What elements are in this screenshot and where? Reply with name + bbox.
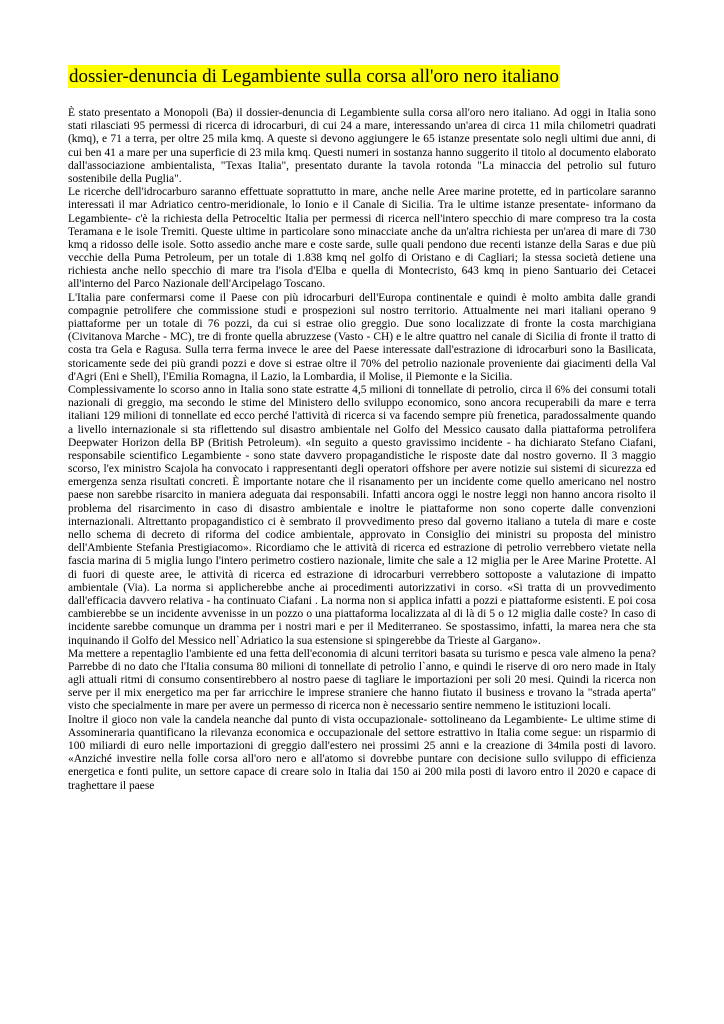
document-title: dossier-denuncia di Legambiente sulla corsa all'oro nero italiano <box>69 66 560 87</box>
article-body <box>68 107 656 793</box>
paragraph: È stato presentato a Monopoli (Ba) il dossier-denuncia di Legambiente sulla corsa all'oro nero italiano. Ad oggi in Italia sono stati rilasciati 95 permessi di ricerca di idrocarburi, di cui 24 a mare, interessando un'area di circa 11 mila chilometri quadrati (kmq), e 71 a terra, per oltre 25 mila kmq. A queste si devono aggiungere le 65 istanze presentate solo negli ultimi due anni, di cui ben 41 a mare per una superficie di 23 mila kmq. Questi numeri in sostanza hanno suggerito il titolo al documento elaborato dall'associazione ambientalista, "Texas Italia", presentato durante la tavola rotonda "La minaccia del petrolio sul futuro sostenibile della Puglia". <box>68 107 656 185</box>
paragraph: L'Italia pare confermarsi come il Paese con più idrocarburi dell'Europa continentale e quindi è molto ambita dalle grandi compagnie petrolifere che commissione studi e prospezioni sul nostro territorio. Attualmente nei mari italiani operano 9 piattaforme per un totale di 76 pozzi, da cui si estrae olio greggio. Due sono localizzate di fronte la costa marchigiana (Civitanova Marche - MC), tre di fronte quella abruzzese (Vasto - CH) e le altre quattro nel canale di Sicilia di fronte il tratto di costa tra Gela e Ragusa. Sulla terra ferma invece le aree del Paese interessate dall'estrazione di idrocarburi sono la Basilicata, storicamente sede dei più grandi pozzi e dove si estrae oltre il 70% del petrolio nazionale proveniente dai giacimenti della Val d'Agri (Eni e Shell), l'Emilia Romagna, il Lazio, la Lombardia, il Molise, il Piemonte e la Sicilia. <box>68 291 656 383</box>
paragraph: Ma mettere a repentaglio l'ambiente ed una fetta dell'economia di alcuni territori basata su turismo e pesca vale almeno la pena? Parrebbe di no dato che l'Italia consuma 80 milioni di tonnellate di petrolio l`anno, e quindi le riserve di oro nero made in Italy agli attuali ritmi di consumo consentirebbero al nostro paese di tagliare le importazioni per soli 20 mesi. Quindi la ricerca non serve per il mix energetico ma per far arricchire le imprese straniere che hanno fiutato il business e trovano la "strada aperta" visto che specialmente in mare per avere un permesso di ricerca non è necessario sentire nemmeno le istituzioni locali. <box>68 647 656 713</box>
paragraph: Complessivamente lo scorso anno in Italia sono state estratte 4,5 milioni di tonnellate di petrolio, circa il 6% dei consumi totali nazionali di greggio, ma secondo le stime del Ministero dello sviluppo economico, sono ancora recuperabili da mare e terra italiani 129 milioni di tonnellate ed ecco perché l'attività di ricerca si va facendo sempre più frenetica, paradossalmente quando a livello internazionale si sta riflettendo sul disastro ambientale nel Golfo del Messico causato dalla piattaforma petrolifera Deepwater Horizon della BP (British Petroleum). «In seguito a questo gravissimo incidente - ha dichiarato Stefano Ciafani, responsabile scientifico Legambiente - sono state davvero propagandistiche le risposte date dal nostro governo. Il 3 maggio scorso, l'ex ministro Scajola ha convocato i rappresentanti degli operatori offshore per avere notizie sui sistemi di sicurezza ed emergenza senza risultati concreti. È importante notare che il risanamento per un incidente come quello americano nel nostro paese non sarebbe risarcito in maniera adeguata dai responsabili. Infatti ancora oggi le nostre leggi non hanno ancora risolto il problema del risarcimento in caso di disastro ambientale e inoltre le piattaforme non sono coperte dalle convenzioni internazionali. Altrettanto propagandistico ci è sembrato il provvedimento preso dal governo italiano a tutela di mare e coste nello schema di decreto di riforma del codice ambientale, approvato in Consiglio dei ministri su proposta del ministro dell'Ambiente Stefania Prestigiacomo». Ricordiamo che le attività di ricerca ed estrazione di petrolio verrebbero vietate nella fascia marina di 5 miglia lungo l'intero perimetro costiero nazionale, limite che sale a 12 miglia per le Aree Marine Protette. Al di fuori di queste aree, le attività di ricerca ed estrazione di idrocarburi verrebbero sottoposte a valutazione di impatto ambientale (Via). La norma si applicherebbe anche ai procedimenti autorizzativi in corso. «Si tratta di un provvedimento dall'efficacia davvero relativa - ha continuato Ciafani . La norma non si applica infatti a pozzi e piattaforme esistenti. E poi cosa cambierebbe se un incidente avvenisse in un pozzo o una piattaforma localizzata al di là di 5 o 12 miglia dalle coste? In caso di incidente sarebbe comunque un dramma per i nostri mari e per il Mediterraneo. Se spostassimo, infatti, la marea nera che sta inquinando il Golfo del Messico nell`Adriatico la sua estensione si spingerebbe da Trieste al Gargano». <box>68 383 656 647</box>
paragraph: Le ricerche dell'idrocarburo saranno effettuate soprattutto in mare, anche nelle Aree marine protette, ed in particolare saranno interessati il mar Adriatico centro-meridionale, lo Ionio e il Canale di Sicilia. Tra le ultime istanze presentate- informano da Legambiente- c'è la richiesta della Petroceltic Italia per permessi di ricerca nell'intero specchio di mare compreso tra la costa Teramana e le isole Tremiti. Queste ultime in particolare sono minacciate anche da un'altra richiesta per un'area di mare di 730 kmq a ridosso delle isole. Sotto assedio anche mare e coste sarde, sulle quali pendono due recenti istanze della Saras e due più vecchie della Puma Petroleum, per un totale di 1.838 kmq nel golfo di Oristano e di Cagliari; la stessa società detiene una richiesta anche nello specchio di mare tra l'isola d'Elba e quella di Montecristo, 643 kmq in pieno Santuario dei Cetacei all'interno del Parco Nazionale dell'Arcipelago Toscano. <box>68 186 656 291</box>
paragraph: Inoltre il gioco non vale la candela neanche dal punto di vista occupazionale- sottolineano da Legambiente- Le ultime stime di Assomineraria quantificano la rilevanza economica e occupazionale del settore estrattivo in Italia come segue: un risparmio di 100 miliardi di euro nelle importazioni di greggio dall'estero nei prossimi 25 anni e la creazione di 34mila posti di lavoro. «Anziché investire nella folle corsa all'oro nero e all'atomo si dovrebbe puntare con decisione sullo sviluppo di efficienza energetica e fonti pulite, un settore capace di creare solo in Italia dai 150 ai 200 mila posti di lavoro entro il 2020 e capace di traghettare il paese <box>68 713 656 792</box>
